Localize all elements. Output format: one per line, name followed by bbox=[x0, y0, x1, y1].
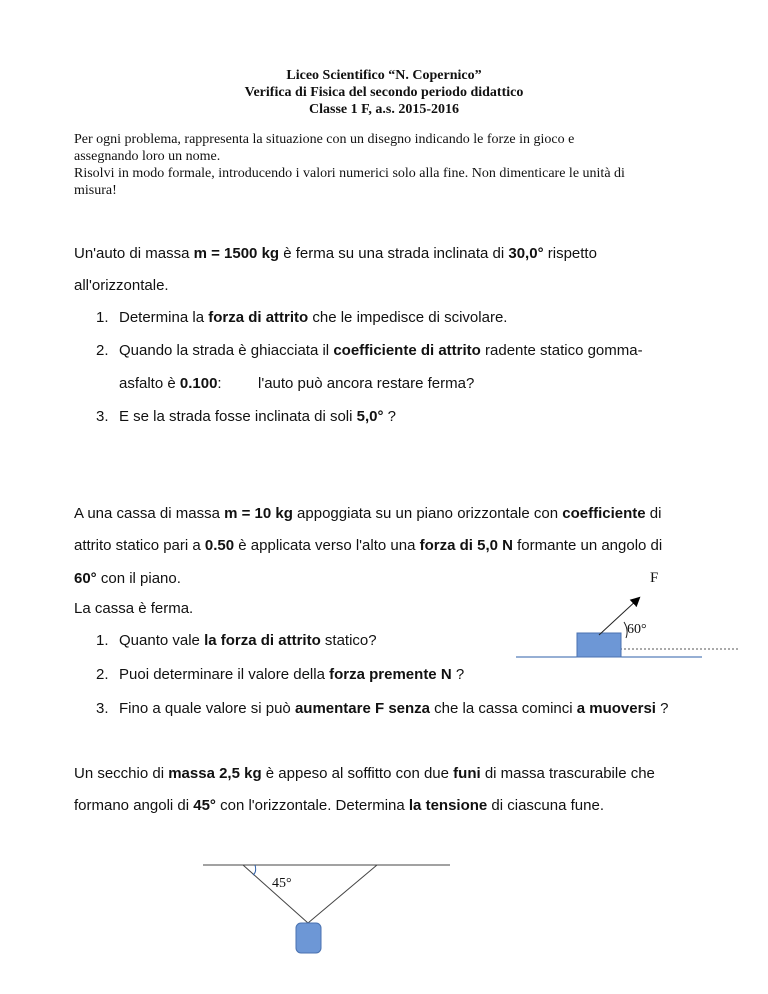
crate bbox=[577, 633, 621, 657]
problem2-q3-number: 3. bbox=[96, 700, 109, 717]
problem1-q2-line-2b: l'auto può ancora restare ferma? bbox=[258, 375, 475, 392]
bucket bbox=[296, 923, 321, 953]
problem2-line-3: 60° con il piano. bbox=[74, 570, 181, 587]
force-label: F bbox=[650, 570, 659, 586]
intro-line-3: Risolvi in modo formale, introducendo i valori numerici solo alla fine. Non dimenticare le unità di bbox=[74, 166, 625, 181]
problem2-q3: Fino a quale valore si può aumentare F senza che la cassa cominci a muoversi ? bbox=[119, 700, 669, 717]
problem2-line-4: La cassa è ferma. bbox=[74, 600, 194, 617]
left-rope bbox=[243, 865, 308, 923]
problem1-line-2: all'orizzontale. bbox=[74, 277, 169, 294]
problem3-line-2: formano angoli di 45° con l'orizzontale. Determina la tensione di ciascuna fune. bbox=[74, 797, 604, 814]
problem1-q2-number: 2. bbox=[96, 342, 109, 359]
box-force-diagram bbox=[500, 560, 750, 670]
right-rope bbox=[308, 865, 377, 923]
bucket-diagram bbox=[195, 855, 460, 965]
problem1-line-1: Un'auto di massa m = 1500 kg è ferma su una strada inclinata di 30,0° rispetto bbox=[74, 245, 597, 262]
test-title: Verifica di Fisica del secondo periodo didattico bbox=[244, 85, 524, 100]
problem2-q1-number: 1. bbox=[96, 632, 109, 649]
problem1-q1: Determina la forza di attrito che le impedisce di scivolare. bbox=[119, 309, 508, 326]
problem1-q1-number: 1. bbox=[96, 309, 109, 326]
school-name: Liceo Scientifico “N. Copernico” bbox=[286, 68, 482, 83]
problem1-q3: E se la strada fosse inclinata di soli 5,0° ? bbox=[119, 408, 396, 425]
problem3-line-1: Un secchio di massa 2,5 kg è appeso al soffitto con due funi di massa trascurabile che bbox=[74, 765, 655, 782]
problem2-q2-number: 2. bbox=[96, 666, 109, 683]
angle-label-45: 45° bbox=[272, 876, 292, 891]
class-year: Classe 1 F, a.s. 2015-2016 bbox=[309, 102, 459, 117]
angle-label-60: 60° bbox=[627, 622, 647, 637]
intro-line-2: assegnando loro un nome. bbox=[74, 149, 221, 164]
problem2-q1: Quanto vale la forza di attrito statico? bbox=[119, 632, 377, 649]
problem2-line-2: attrito statico pari a 0.50 è applicata verso l'alto una forza di 5,0 N formante un angolo di bbox=[74, 537, 663, 554]
angle-arc-45 bbox=[253, 865, 256, 875]
problem1-q3-number: 3. bbox=[96, 408, 109, 425]
intro-line-4: misura! bbox=[74, 183, 117, 198]
problem1-q2-line-2: asfalto è 0.100: bbox=[119, 375, 222, 392]
problem2-q2: Puoi determinare il valore della forza premente N ? bbox=[119, 666, 465, 683]
intro-line-1: Per ogni problema, rappresenta la situazione con un disegno indicando le forze in gioco e bbox=[74, 132, 575, 147]
problem2-line-1: A una cassa di massa m = 10 kg appoggiata su un piano orizzontale con coefficiente di bbox=[74, 505, 662, 522]
problem1-q2-line-1: Quando la strada è ghiacciata il coefficiente di attrito radente statico gomma- bbox=[119, 342, 643, 359]
